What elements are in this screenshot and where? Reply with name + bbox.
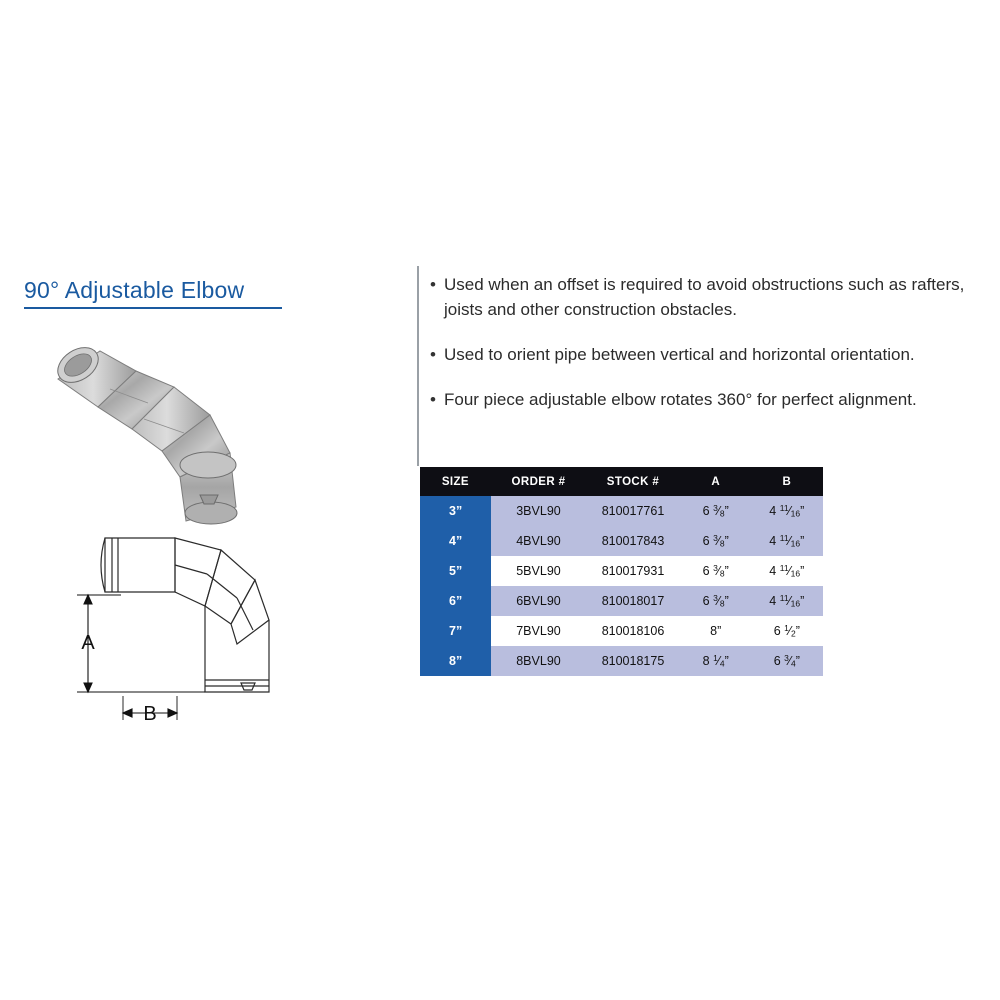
list-item [430, 342, 995, 367]
product-panel [0, 0, 410, 1000]
cell-size: 7” [420, 616, 491, 646]
table-row [420, 646, 823, 676]
table-row [420, 556, 823, 586]
product-photo [40, 325, 290, 525]
cell-b: 6 $^3⁄_4$” [751, 646, 822, 676]
bullet-text: Used to orient pipe between vertical and horizontal orientation. [444, 345, 915, 364]
bullet-text: Used when an offset is required to avoid obstructions such as rafters, joists and other construction obstacles. [444, 275, 965, 319]
cell-stock: 810017843 [586, 526, 681, 556]
bullet-marker-icon: • [430, 345, 436, 364]
column-header-b: B [751, 467, 822, 496]
cell-a: 6 $^3⁄_8$” [680, 586, 751, 616]
cell-a: 6 $^3⁄_8$” [680, 526, 751, 556]
bullet-text: Four piece adjustable elbow rotates 360° for perfect alignment. [444, 390, 917, 409]
cell-b: 4 $^{11}⁄_{16}$” [751, 586, 822, 616]
cell-b: 4 $^{11}⁄_{16}$” [751, 556, 822, 586]
cell-a: 6 $^3⁄_8$” [680, 556, 751, 586]
cell-stock: 810018175 [586, 646, 681, 676]
table-row [420, 526, 823, 556]
cell-order: 8BVL90 [491, 646, 585, 676]
table-body [420, 496, 823, 676]
list-item [430, 387, 995, 412]
specification-table [420, 467, 823, 676]
cell-b: 4 $^{11}⁄_{16}$” [751, 526, 822, 556]
dimension-drawing [55, 520, 345, 745]
panel-divider [417, 266, 419, 466]
cell-a: 6 $^3⁄_8$” [680, 496, 751, 526]
cell-order: 6BVL90 [491, 586, 585, 616]
cell-stock: 810017931 [586, 556, 681, 586]
column-header-stock: STOCK # [586, 467, 681, 496]
cell-size: 6” [420, 586, 491, 616]
table-header-row [420, 467, 823, 496]
cell-b: 6 $^1⁄_2$” [751, 616, 822, 646]
dimension-label-b: B [143, 703, 157, 725]
cell-order: 3BVL90 [491, 496, 585, 526]
cell-order: 7BVL90 [491, 616, 585, 646]
cell-size: 8” [420, 646, 491, 676]
cell-a: 8” [680, 616, 751, 646]
cell-stock: 810018106 [586, 616, 681, 646]
cell-size: 5” [420, 556, 491, 586]
cell-stock: 810017761 [586, 496, 681, 526]
bullet-marker-icon: • [430, 275, 436, 294]
title-underline [24, 307, 282, 309]
page-title: 90° Adjustable Elbow [24, 277, 245, 303]
cell-a: 8 $^1⁄_4$” [680, 646, 751, 676]
cell-size: 3” [420, 496, 491, 526]
bullet-marker-icon: • [430, 390, 436, 409]
table-row [420, 586, 823, 616]
cell-stock: 810018017 [586, 586, 681, 616]
cell-order: 4BVL90 [491, 526, 585, 556]
list-item [430, 272, 995, 322]
feature-bullet-list [430, 272, 995, 432]
cell-order: 5BVL90 [491, 556, 585, 586]
cell-size: 4” [420, 526, 491, 556]
table-row [420, 616, 823, 646]
dimension-label-a: A [81, 632, 95, 654]
column-header-order: ORDER # [491, 467, 585, 496]
column-header-a: A [680, 467, 751, 496]
column-header-size: SIZE [420, 467, 491, 496]
cell-b: 4 $^{11}⁄_{16}$” [751, 496, 822, 526]
table-row [420, 496, 823, 526]
